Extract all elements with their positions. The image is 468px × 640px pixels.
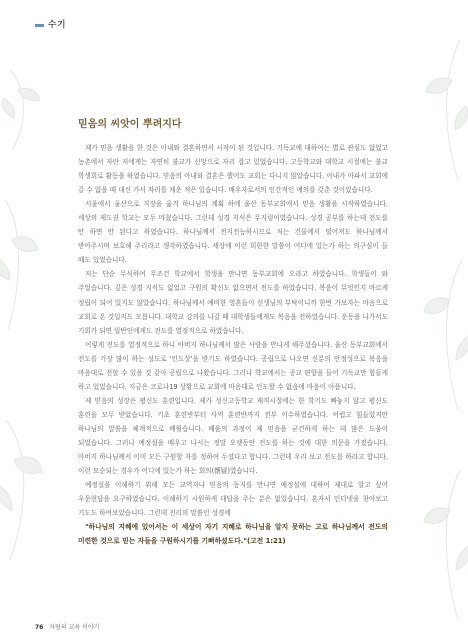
paragraph: 이렇게 전도를 열정적으로 하니 아버지 하나님께서 많은 사람을 만나게 해주셨습니다. 울산 동부교회에서 전도를 가장 많이 하는 성도로 '인도상'을 받기도 하였습니다. 공립으로 나오면 신분의 안정성으로 복음을 마음대로 전할 수 있을 것 같아 공립으로 나왔습니다. 그러나 학교에서는 종교 편향을 들어 기독교만 힘들게 하고 있었습니다. 지금은 코로나19 상황으로 교회에 마음대로 인도할 수 없음에 마음이 아픕니다. (78, 340, 388, 391)
article-body (78, 141, 388, 548)
section-title: 믿음의 씨앗이 뿌려지다 (78, 119, 182, 130)
scripture-quote: "하나님의 지혜에 있어서는 이 세상이 자기 지혜로 하나님을 알지 못하는 고로 하나님께서 전도의 미련한 것으로 믿는 자들을 구원하시기를 기뻐하셨도다."(고전 1:21) (78, 523, 388, 546)
publication-name: 자람의 교육 이야기 (49, 624, 100, 631)
header-label: 수기 (48, 20, 67, 30)
paragraph: 제가 믿음 생활을 한 것은 아내와 결혼하면서 시작이 된 것입니다. 기독교에 대하여는 별로 관심도 없었고 농촌에서 자란 저에게는 자연히 불교가 신앙으로 자리 잡고 있었습니다. 고등학교와 대학교 시절에는 불교 학생회로 활동을 하였습니다. 믿음의 아내와 결혼은 했어도 교회는 다니지 않았습니다. 아내가 아파서 교회에 갈 수 없을 때 대신 가서 자리를 채운 적은 있습니다. 배우자로서의 인간적인 예의를 갖춘 것이었습니다. (78, 144, 388, 195)
paragraph: 제 믿음의 성장은 평신도 훈련입니다. 제가 성신고등학교 재직시절에는 한 학기도 빠놓지 않고 평신도 훈련을 모두 받았습니다. 기초 훈련반부터 사역 훈련반까지 전부 이수하였습니다. 어렵고 힘들었지만 하나님의 말씀을 체계적으로 배웠습니다. 배움의 과정이 제 믿음을 굳건하게 하는 데 많은 도움이 되었습니다. 그러나 예정설을 배우고 나서는 정말 오랫동안 전도를 하는 것에 대한 의문을 가졌습니다. 아버지 하나님께서 이미 모든 구원할 자를 정하여 두셨다고 합니다. 그런데 우리 보고 전도를 하라고 합니다. 이런 모순되는 경우가 어디에 있는가 하는 회의(懷疑)였습니다. (78, 396, 388, 476)
header-marker-icon (35, 24, 44, 27)
paragraph: 저는 단순 무식하여 무조건 학교에서 학생을 만나면 동부교회에 오라고 하였습니다. 학생들이 와 주었습니다. 깊은 성경 지식도 없었고 구원의 확신도 없으면서 전도를 하였습니다. 복음이 무엇인지 바르게 정립이 되어 있지도 않았습니다. 하나님께서 예비한 영혼들이 선생님의 부탁이니까 한번 가보자는 마음으로 교회로 온 것일지도 모릅니다. 대학교 강의를 나갈 때 대학생들에게도 복음을 전하였습니다. 운동을 나가서도 기회가 되면 일반인에게도 전도를 열정적으로 하였습니다. (78, 270, 388, 335)
page-footer (35, 622, 99, 631)
paragraph: 서울에서 울산으로 직장을 옮겨 하나님의 계획 하에 울산 동부교회에서 믿음 생활을 시작하였습니다. 세상의 제도권 학교는 모두 마쳤습니다. 그런데 성경 지식은 무지렁이였습니다. 성경 공부를 하는데 전도를 안 하면 안 된다고 하였습니다. 하나님께서 전지전능하시므로 저는 건물에서 떨어져도 하나님께서 받아주시며 보호해 주리라고 생각하였습니다. 세상에 이런 희한한 말씀이 어디에 있는가 하는 의구심이 들 때도 있었습니다. (78, 200, 388, 265)
page-header (0, 0, 468, 40)
paragraph: 예정설을 이해하기 위해 모든 교역자나 믿음의 동지를 만나면 예정설에 대하여 제대로 알고 싶어 우문현답을 요구하였습니다. 이해하기 시원하게 대답을 주는 분은 없었습니다. 혼자서 인터넷을 찾아보고 기도도 하여보았습니다. 그런데 진리의 말씀인 성경에 (78, 481, 388, 518)
page-number: 76 (35, 624, 44, 631)
